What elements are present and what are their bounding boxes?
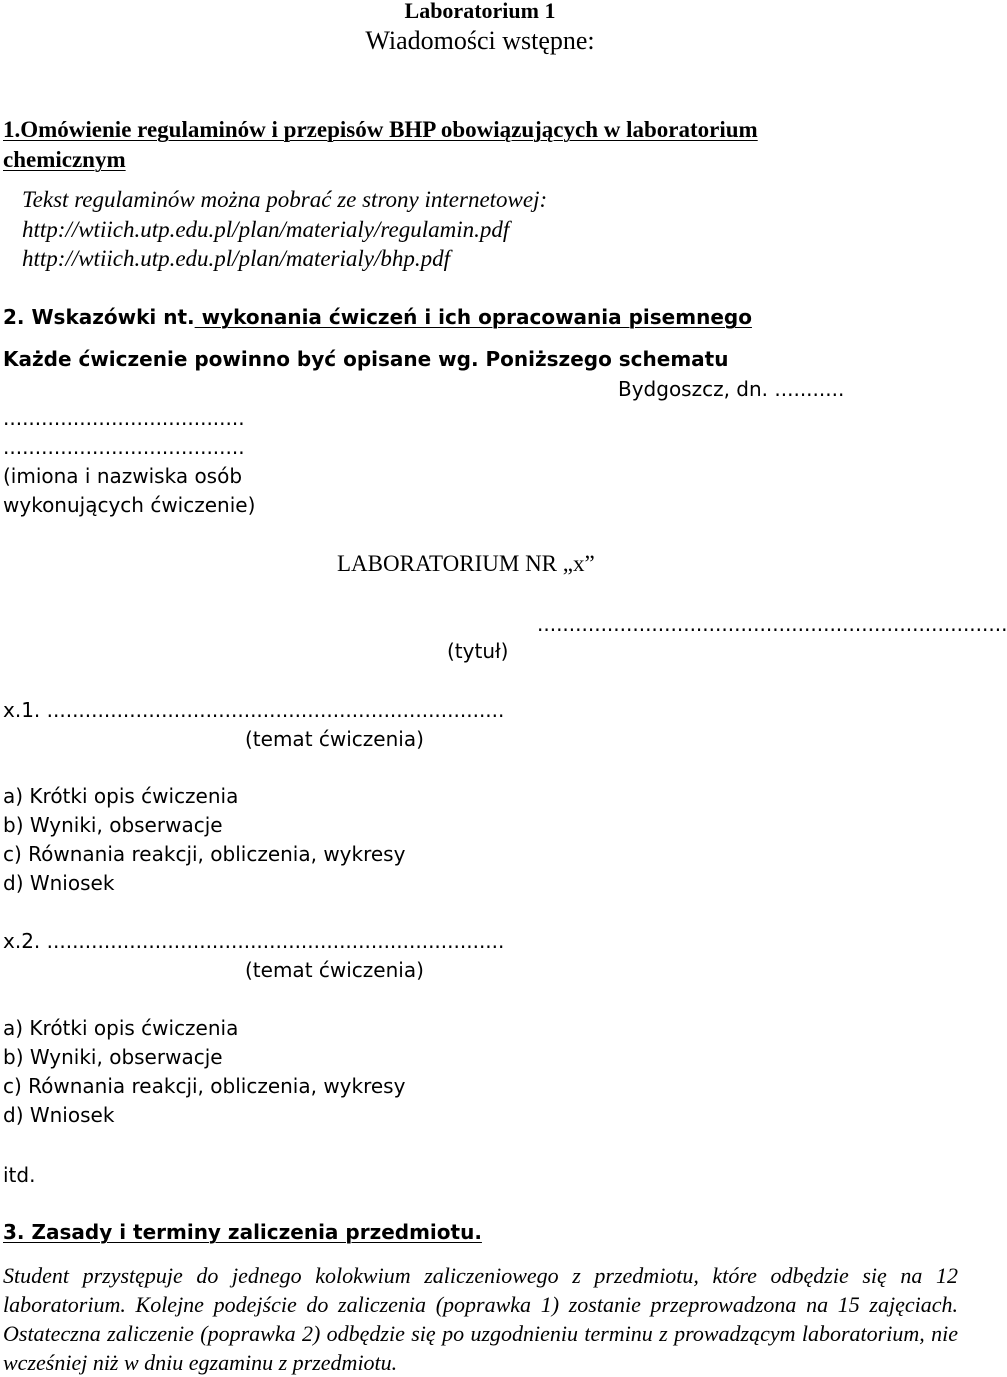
exercise-1-topic-label: (temat ćwiczenia) (245, 727, 424, 751)
document-title: Laboratorium 1 (404, 0, 556, 23)
exercise-1-item-c: c) Równania reakcji, obliczenia, wykresy (3, 842, 406, 866)
exercise-2-item-c: c) Równania reakcji, obliczenia, wykresy (3, 1074, 406, 1098)
exercise-1-item-a: a) Krótki opis ćwiczenia (3, 784, 239, 808)
title-label: (tytuł) (447, 639, 509, 663)
names-label-line2: wykonujących ćwiczenie) (3, 493, 256, 517)
section1-heading-line1: 1.Omówienie regulaminów i przepisów BHP obowiązujących w laboratorium (3, 117, 758, 142)
exercise-2-topic-label: (temat ćwiczenia) (245, 958, 424, 982)
bhp-link[interactable]: http://wtiich.utp.edu.pl/plan/materialy/bhp.pdf (22, 246, 451, 271)
exercise-2-item-b: b) Wyniki, obserwacje (3, 1045, 223, 1069)
names-label-line1: (imiona i nazwiska osób (3, 464, 243, 488)
exercise-1-item-b: b) Wyniki, obserwacje (3, 813, 223, 837)
exercise-2-number: x.2. ........................................................................ (3, 929, 505, 953)
regulations-text: Tekst regulaminów można pobrać ze strony internetowej: (22, 187, 548, 212)
section3-heading: 3. Zasady i terminy zaliczenia przedmiotu. (3, 1220, 482, 1244)
lab-number-title: LABORATORIUM NR „x” (337, 551, 595, 576)
section1-heading-line2: chemicznym (3, 147, 126, 172)
names-dots-line2: ...................................... (3, 435, 245, 459)
names-dots-line1: ...................................... (3, 406, 245, 430)
exercise-1-number: x.1. ........................................................................ (3, 698, 505, 722)
section2-heading (3, 307, 752, 327)
section2-heading-underlined: wykonania ćwiczeń i ich opracowania pisemnego (194, 305, 752, 329)
regulations-link[interactable]: http://wtiich.utp.edu.pl/plan/materialy/regulamin.pdf (22, 217, 510, 242)
title-dots: .......................................................................... (537, 612, 1007, 636)
date-line: Bydgoszcz, dn. ........... (618, 377, 845, 401)
section3-paragraph: Student przystępuje do jednego kolokwium zaliczeniowego z przedmiotu, które odbędzie się na 12 laboratorium. Kolejne podejście do zaliczenia (poprawka 1) zostanie przeprowadzona na 15 zajęciach. Ostateczna zaliczenie (poprawka 2) odbędzie się po uzgodnieniu terminu z prowadzącym laboratorium, nie wcześniej niż w dniu egzaminu z przedmiotu. (3, 1263, 958, 1375)
document-subtitle: Wiadomości wstępne: (365, 26, 595, 55)
schema-intro: Każde ćwiczenie powinno być opisane wg. Poniższego schematu (3, 347, 729, 371)
section2-heading-prefix: 2. Wskazówki nt. (3, 305, 195, 329)
etc-label: itd. (3, 1163, 36, 1187)
exercise-2-item-d: d) Wniosek (3, 1103, 115, 1127)
exercise-1-item-d: d) Wniosek (3, 871, 115, 895)
exercise-2-item-a: a) Krótki opis ćwiczenia (3, 1016, 239, 1040)
